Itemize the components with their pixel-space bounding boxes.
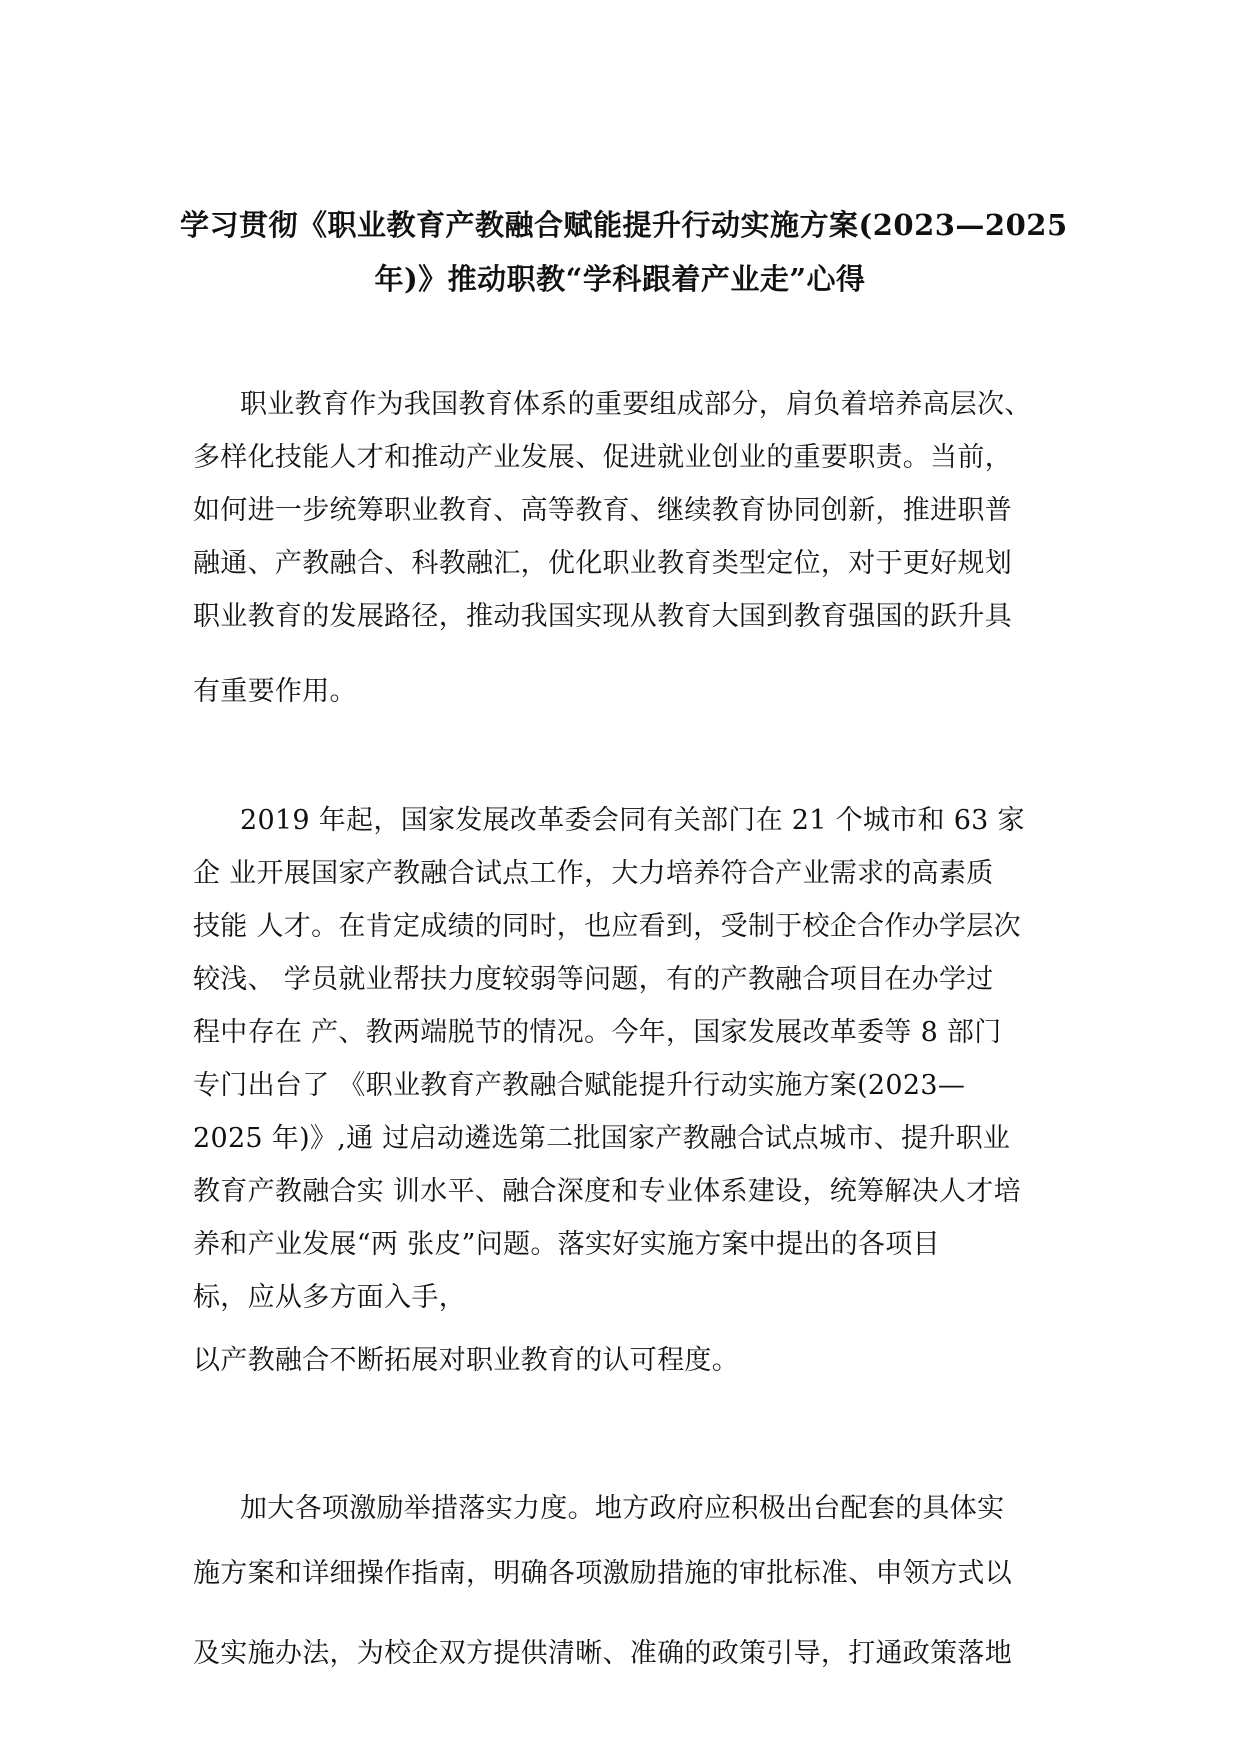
paragraph-2-line: 程中存在 产、教两端脱节的情况。今年，国家发展改革委等 8 部门 [193, 1017, 1002, 1048]
paragraph-2-line: 2019 年起，国家发展改革委会同有关部门在 21 个城市和 63 家 [240, 805, 1025, 836]
title-line: 年)》推动职教“学科跟着产业走”心得 [374, 262, 866, 296]
paragraph-1-line: 职业教育作为我国教育体系的重要组成部分，肩负着培养高层次、 [240, 389, 1032, 420]
paragraph-2-line: 养和产业发展“两 张皮”问题。落实好实施方案中提出的各项目 [193, 1229, 940, 1260]
paragraph-1-line: 职业教育的发展路径，推动我国实现从教育大国到教育强国的跃升具 [193, 601, 1012, 632]
paragraph-2-line: 专门出台了 《职业教育产教融合赋能提升行动实施方案(2023— [193, 1070, 966, 1101]
title-line: 学习贯彻《职业教育产教融合赋能提升行动实施方案(2023—2025 [180, 208, 1068, 242]
paragraph-2-line: 2025 年)》,通 过启动遴选第二批国家产教融合试点城市、提升职业 [193, 1123, 1011, 1154]
paragraph-2-line: 较浅、 学员就业帮扶力度较弱等问题，有的产教融合项目在办学过 [193, 964, 994, 995]
paragraph-2-line: 企 业开展国家产教融合试点工作，大力培养符合产业需求的高素质 [193, 858, 994, 889]
paragraph-1-line: 融通、产教融合、科教融汇，优化职业教育类型定位，对于更好规划 [193, 548, 1012, 579]
paragraph-3-line: 施方案和详细操作指南，明确各项激励措施的审批标准、申领方式以 [193, 1558, 1012, 1589]
paragraph-2-line: 以产教融合不断拓展对职业教育的认可程度。 [193, 1345, 739, 1376]
paragraph-3-line: 加大各项激励举措落实力度。地方政府应积极出台配套的具体实 [240, 1493, 1005, 1524]
paragraph-1-line: 多样化技能人才和推动产业发展、促进就业创业的重要职责。当前， [193, 442, 1012, 473]
paragraph-2-line: 技能 人才。在肯定成绩的同时，也应看到，受制于校企合作办学层次 [193, 911, 1021, 942]
paragraph-1-line: 有重要作用。 [193, 676, 357, 707]
document-title [180, 198, 1068, 306]
paragraph-1-line: 如何进一步统筹职业教育、高等教育、继续教育协同创新，推进职普 [193, 495, 1012, 526]
paragraph-2-line: 标，应从多方面入手， [193, 1282, 466, 1313]
paragraph-2-line: 教育产教融合实 训水平、融合深度和专业体系建设，统筹解决人才培 [193, 1176, 1021, 1207]
paragraph-3-line: 及实施办法，为校企双方提供清晰、准确的政策引导，打通政策落地 [193, 1638, 1012, 1669]
